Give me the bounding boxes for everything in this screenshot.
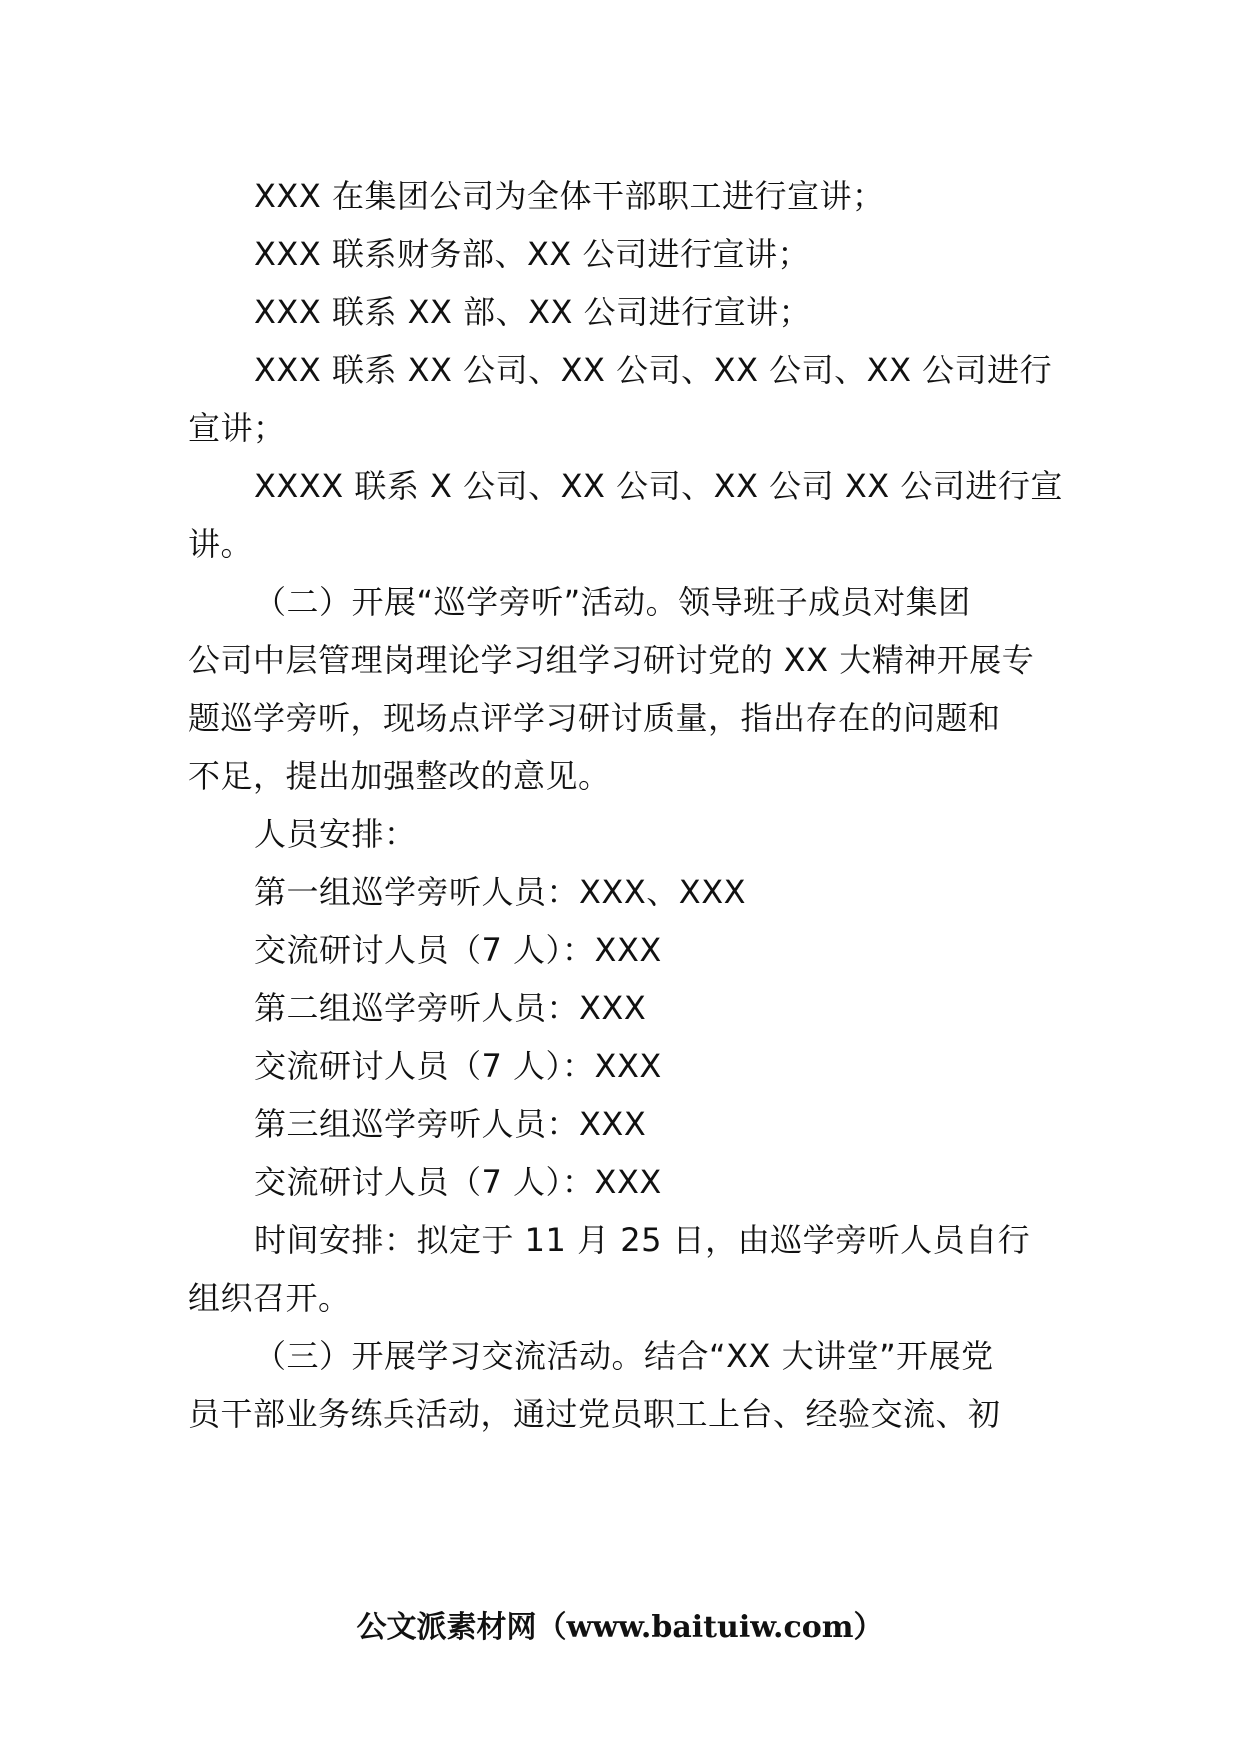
- paragraph-line: 组织召开。: [188, 1279, 351, 1317]
- paragraph-line: 宣讲；: [188, 409, 286, 447]
- paragraph-line: 第二组巡学旁听人员：XXX: [254, 989, 647, 1027]
- paragraph-line: XXXX 联系 X 公司、XX 公司、XX 公司 XX 公司进行宣: [254, 467, 1063, 505]
- paragraph-line: 题巡学旁听，现场点评学习研讨质量，指出存在的问题和: [188, 699, 1001, 737]
- paragraph-line: 人员安排：: [254, 815, 417, 853]
- paragraph-line: 第三组巡学旁听人员：XXX: [254, 1105, 647, 1143]
- paragraph-line: 时间安排：拟定于 11 月 25 日，由巡学旁听人员自行: [254, 1221, 1031, 1259]
- paragraph-line: 交流研讨人员（7 人）：XXX: [254, 1047, 662, 1085]
- footer-watermark-text: 公文派素材网（www.baituiw.com）: [356, 1610, 884, 1645]
- paragraph-line: 公司中层管理岗理论学习组学习研讨党的 XX 大精神开展专: [188, 641, 1035, 679]
- section-heading-line: （三）开展学习交流活动。结合“XX 大讲堂”开展党: [254, 1337, 994, 1375]
- paragraph-line: 交流研讨人员（7 人）：XXX: [254, 1163, 662, 1201]
- section-heading-line: （二）开展“巡学旁听”活动。领导班子成员对集团: [254, 583, 971, 621]
- paragraph-line: XXX 联系 XX 公司、XX 公司、XX 公司、XX 公司进行: [254, 351, 1053, 389]
- paragraph-line: 第一组巡学旁听人员：XXX、XXX: [254, 873, 747, 911]
- paragraph-line: 员干部业务练兵活动，通过党员职工上台、经验交流、初: [188, 1395, 1001, 1433]
- paragraph-line: XXX 联系财务部、XX 公司进行宣讲；: [254, 235, 810, 273]
- paragraph-line: 讲。: [188, 525, 254, 563]
- paragraph-line: 不足，提出加强整改的意见。: [188, 757, 611, 795]
- paragraph-line: XXX 在集团公司为全体干部职工进行宣讲；: [254, 177, 885, 215]
- paragraph-line: XXX 联系 XX 部、XX 公司进行宣讲；: [254, 293, 812, 331]
- paragraph-line: 交流研讨人员（7 人）：XXX: [254, 931, 662, 969]
